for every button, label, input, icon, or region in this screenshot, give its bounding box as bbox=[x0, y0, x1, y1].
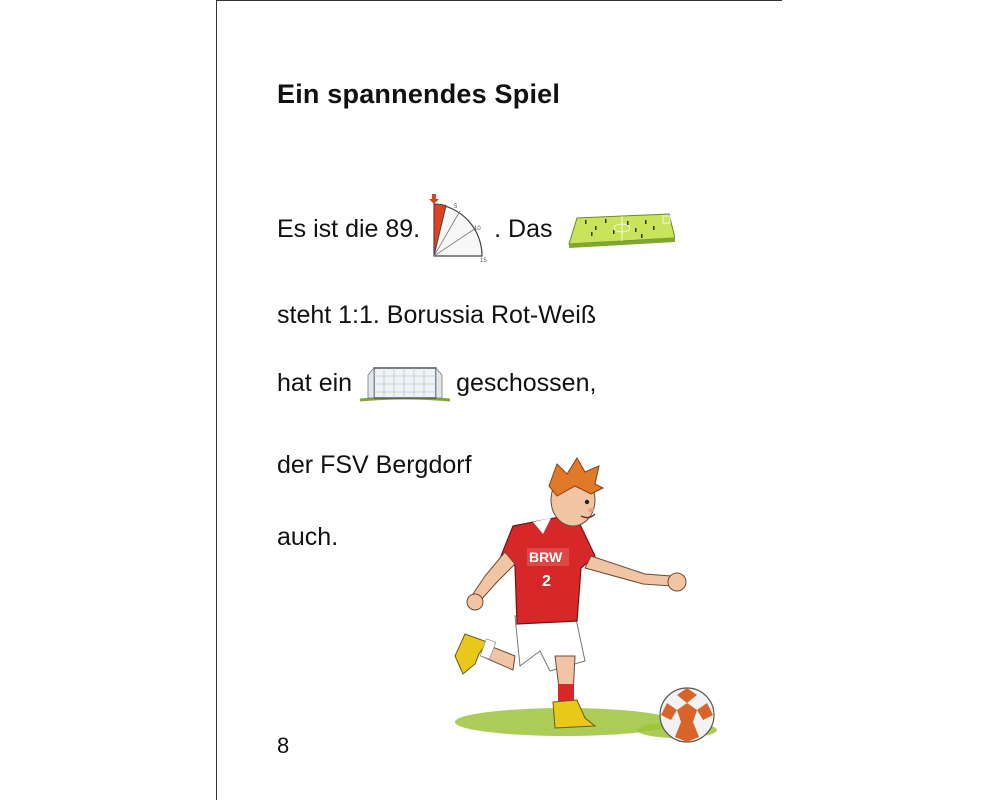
text-line-4 bbox=[277, 451, 472, 480]
jersey-team: BRW bbox=[529, 549, 563, 565]
page-title: Ein spannendes Spiel bbox=[277, 79, 561, 109]
clock-quarter-icon bbox=[426, 194, 492, 264]
text-line-2 bbox=[277, 301, 596, 330]
text-line-3 bbox=[277, 363, 596, 403]
text-segment: auch. bbox=[277, 523, 339, 551]
text-segment: geschossen, bbox=[456, 368, 597, 397]
book-page bbox=[216, 0, 782, 800]
page-number: 8 bbox=[277, 733, 290, 758]
text-segment: der FSV Bergdorf bbox=[277, 451, 472, 479]
jersey-number: 2 bbox=[542, 573, 551, 590]
text-segment: Es ist die 89. bbox=[277, 214, 421, 243]
goal-net-icon bbox=[360, 363, 450, 403]
text-segment: . Das bbox=[494, 214, 553, 243]
text-segment: steht 1:1. Borussia Rot-Weiß bbox=[277, 301, 597, 329]
football-field-icon bbox=[565, 208, 675, 250]
clock-label-5: 5 bbox=[454, 204, 458, 210]
clock-label-10: 10 bbox=[474, 226, 481, 232]
clock-label-15: 15 bbox=[480, 258, 487, 264]
football-icon bbox=[657, 685, 717, 745]
text-line-1 bbox=[277, 194, 675, 264]
text-segment: hat ein bbox=[277, 368, 353, 397]
text-line-5 bbox=[277, 523, 338, 552]
